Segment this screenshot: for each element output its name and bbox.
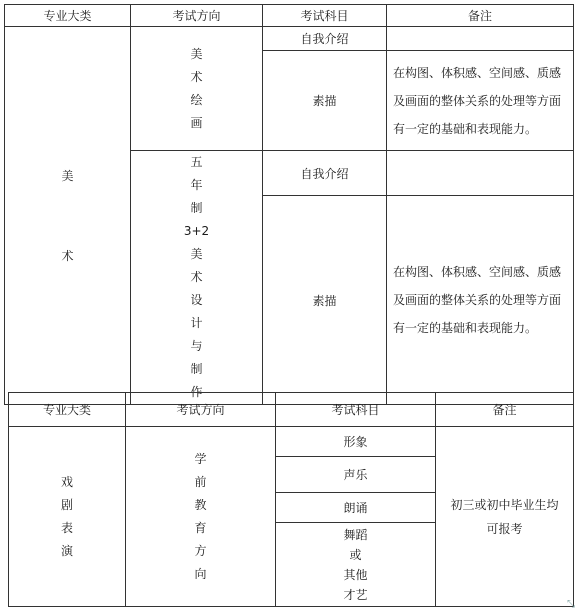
direction-char: 五	[190, 155, 203, 169]
direction-char: 画	[190, 115, 203, 130]
subject-cell: 自我介绍	[263, 27, 387, 51]
category-char: 剧	[60, 497, 73, 512]
subject-cell: 形象	[276, 427, 436, 457]
note-cell	[436, 427, 574, 607]
category-char: 美	[61, 168, 74, 183]
direction-char: 学	[194, 451, 207, 466]
header-note: 备注	[387, 5, 574, 27]
header-direction: 考试方向	[126, 393, 276, 427]
header-category: 专业大类	[5, 5, 131, 27]
category-char: 术	[61, 248, 74, 263]
category-char: 表	[60, 520, 73, 535]
direction-cell	[131, 151, 263, 405]
subject-cell: 朗诵	[276, 493, 436, 523]
exam-table-art	[4, 4, 574, 405]
note-cell	[387, 151, 574, 196]
note-cell: 在构图、体积感、空间感、质感及画面的整体关系的处理等方面有一定的基础和表现能力。	[387, 196, 574, 405]
direction-char: 术	[190, 270, 203, 284]
exam-table-drama	[8, 392, 574, 607]
direction-char: 术	[190, 69, 203, 84]
subject-line: 才艺	[343, 587, 368, 602]
direction-char: 3+2	[183, 224, 210, 238]
direction-char: 向	[194, 566, 207, 581]
direction-char: 前	[194, 474, 207, 489]
direction-char: 作	[190, 385, 203, 399]
subject-cell: 素描	[263, 51, 387, 151]
category-char: 戏	[60, 474, 73, 489]
direction-char: 美	[190, 46, 203, 61]
direction-char: 制	[190, 201, 203, 215]
note-cell	[387, 27, 574, 51]
header-subject: 考试科目	[276, 393, 436, 427]
subject-line: 或	[349, 547, 362, 562]
category-cell	[5, 27, 131, 405]
category-char: 演	[60, 543, 73, 558]
direction-char: 教	[194, 497, 207, 512]
subject-cell: 自我介绍	[263, 151, 387, 196]
header-category: 专业大类	[9, 393, 126, 427]
header-direction: 考试方向	[131, 5, 263, 27]
direction-char: 制	[190, 362, 203, 376]
category-cell	[9, 427, 126, 607]
subject-line: 舞蹈	[343, 527, 368, 542]
direction-cell	[126, 427, 276, 607]
direction-char: 设	[190, 293, 203, 307]
header-subject: 考试科目	[263, 5, 387, 27]
note-text: 初三或初中毕业生均可报考	[450, 497, 559, 536]
subject-cell: 声乐	[276, 457, 436, 493]
resize-handle-icon[interactable]: ⤡	[567, 599, 575, 610]
subject-cell: 素描	[263, 196, 387, 405]
subject-line: 其他	[343, 567, 368, 582]
direction-char: 与	[190, 339, 203, 353]
direction-char: 美	[190, 247, 203, 261]
direction-cell	[131, 27, 263, 151]
direction-char: 计	[190, 316, 203, 330]
subject-cell	[276, 523, 436, 607]
note-cell: 在构图、体积感、空间感、质感及画面的整体关系的处理等方面有一定的基础和表现能力。	[387, 51, 574, 151]
header-note: 备注	[436, 393, 574, 427]
direction-char: 年	[190, 178, 203, 192]
direction-char: 方	[194, 543, 207, 558]
direction-char: 绘	[190, 92, 203, 107]
direction-char: 育	[194, 520, 207, 535]
